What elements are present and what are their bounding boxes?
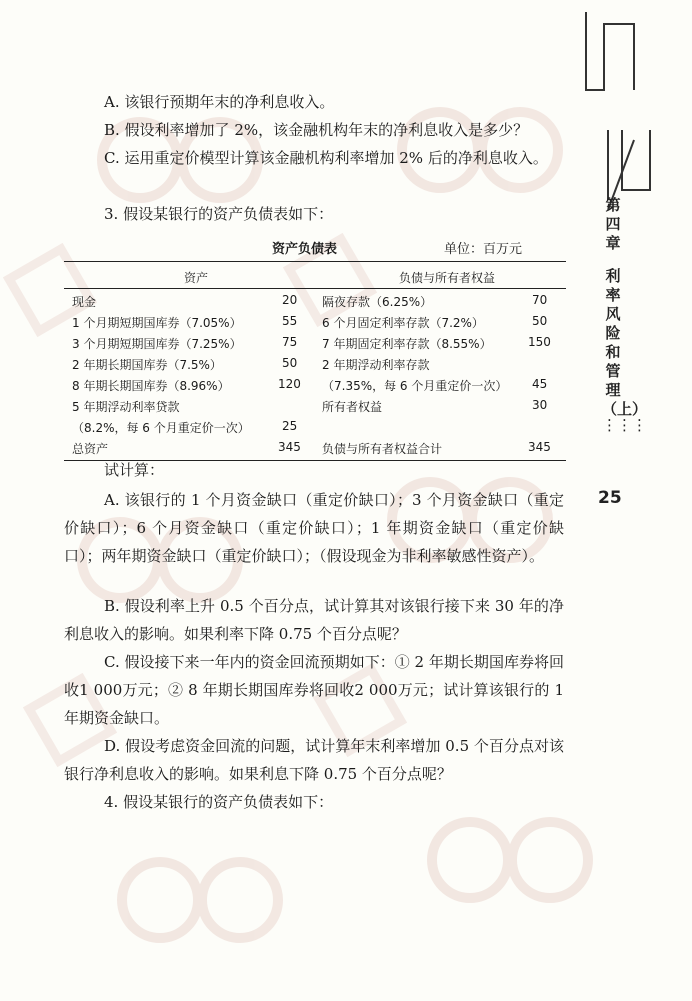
chapter-title: 利率风险和管理（上） <box>602 267 648 418</box>
chapter-side-tab <box>602 196 648 434</box>
liability-label: 隔夜存款（6.25%） <box>322 295 433 309</box>
liability-label: 所有者权益 <box>322 400 383 414</box>
table-header-rule <box>64 288 566 289</box>
question-2c: C. 运用重定价模型计算该金融机构利率增加 2% 后的净利息收入。 <box>104 149 548 167</box>
question-3-calc-label: 试计算： <box>104 461 165 479</box>
assets-total-label: 总资产 <box>72 442 109 456</box>
liability-value: 150 <box>528 335 551 349</box>
chapter-label: 第四章 <box>605 196 621 252</box>
question-3b: B. 假设利率上升 0.5 个百分点，试计算其对该银行接下来 30 年的净利息收入的影响。如果利率下降 0.75 个百分点呢？ <box>64 597 564 643</box>
asset-label: （8.2%，每 6 个月重定价一次） <box>72 421 250 435</box>
question-2a: A. 该银行预期年末的净利息收入。 <box>104 93 335 111</box>
liability-value: 30 <box>532 398 548 412</box>
question-3c: C. 假设接下来一年内的资金回流预期如下：① 2 年期长期国库券将回收1 000万元；② 8 年期长期国库券将回收2 000万元；试计算该银行的 1 年期资金缺口。 <box>64 653 564 727</box>
asset-value: 55 <box>282 314 298 328</box>
question-4-intro: 4. 假设某银行的资产负债表如下： <box>104 793 334 811</box>
liability-label: 7 年期固定利率存款（8.55%） <box>322 337 492 351</box>
asset-label: 5 年期浮动利率贷款 <box>72 400 180 414</box>
question-3a: A. 该银行的 1 个月资金缺口（重定价缺口）；3 个月资金缺口（重定价缺口）；6 个月资金缺口（重定价缺口）；1 年期资金缺口（重定价缺口）；两年期资金缺口（重定价缺口）；（假设现金为非利率敏感性资产）。 <box>64 491 564 565</box>
chapter-decoration-icon <box>578 10 658 210</box>
liability-value: 50 <box>532 314 548 328</box>
asset-label: 3 个月期短期国库券（7.25%） <box>72 337 242 351</box>
asset-value: 20 <box>282 293 298 307</box>
liabilities-total-value: 345 <box>528 440 551 454</box>
table-top-rule <box>64 261 566 262</box>
asset-label: 8 年期长期国库券（8.96%） <box>72 379 230 393</box>
header-liabilities: 负债与所有者权益 <box>399 271 496 285</box>
question-3d: D. 假设考虑资金回流的问题，试计算年末利率增加 0.5 个百分点对该银行净利息收入的影响。如果利息下降 0.75 个百分点呢？ <box>64 737 564 783</box>
liabilities-total-label: 负债与所有者权益合计 <box>322 442 443 456</box>
liability-value: 45 <box>532 377 548 391</box>
table-caption: 资产负债表 <box>272 242 338 257</box>
liability-label: （7.35%，每 6 个月重定价一次） <box>322 379 508 393</box>
question-3-intro: 3. 假设某银行的资产负债表如下： <box>104 205 334 223</box>
chapter-dots: ⋮⋮⋮ <box>602 416 647 434</box>
asset-value: 50 <box>282 356 298 370</box>
asset-label: 2 年期长期国库券（7.5%） <box>72 358 222 372</box>
asset-value: 120 <box>278 377 301 391</box>
asset-label: 1 个月期短期国库券（7.05%） <box>72 316 242 330</box>
question-2b: B. 假设利率增加了 2%，该金融机构年末的净利息收入是多少？ <box>104 121 529 139</box>
liability-label: 6 个月固定利率存款（7.2%） <box>322 316 484 330</box>
header-assets: 资产 <box>184 271 209 285</box>
assets-total-value: 345 <box>278 440 301 454</box>
page-number: 25 <box>598 488 622 508</box>
asset-value: 25 <box>282 419 298 433</box>
table-unit: 单位：百万元 <box>444 242 523 257</box>
liability-value: 70 <box>532 293 548 307</box>
asset-value: 75 <box>282 335 298 349</box>
asset-label: 现金 <box>72 295 97 309</box>
liability-label: 2 年期浮动利率存款 <box>322 358 430 372</box>
